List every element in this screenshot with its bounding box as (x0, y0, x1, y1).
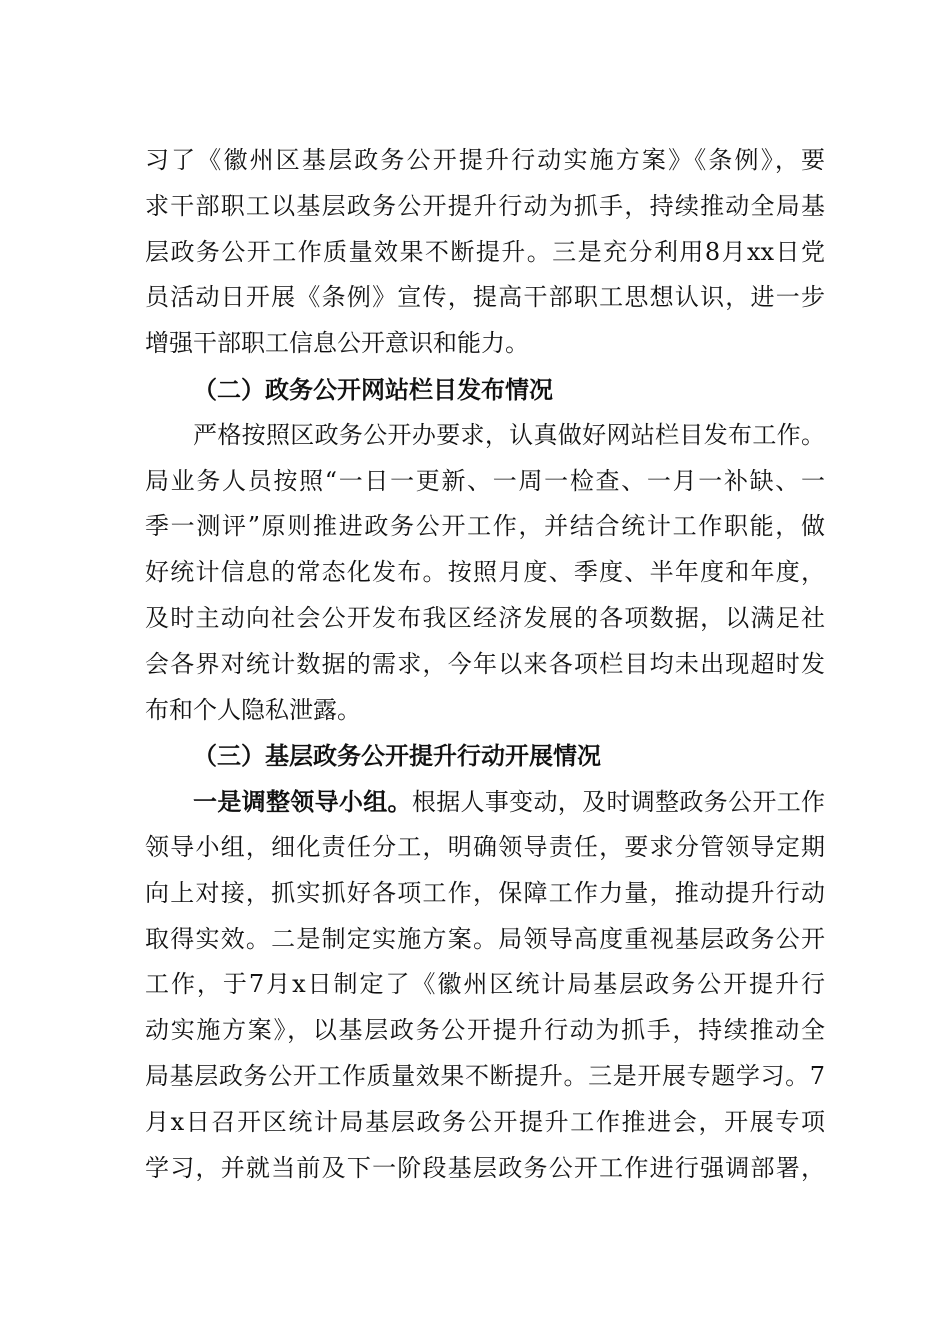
paragraph-line (145, 1054, 825, 1100)
line-text: 布和个人隐私泄露。 (145, 695, 361, 724)
line-text: （三）基层政务公开提升行动开展情况 (193, 741, 601, 771)
document-body (145, 138, 825, 1191)
line-text: 季一测评”原则推进政务公开工作，并结合统计工作职能，做 (145, 512, 825, 541)
line-text: 好统计信息的常态化发布。按照月度、季度、半年度和年度， (145, 558, 825, 587)
line-text: 向上对接，抓实抓好各项工作，保障工作力量，推动提升行动 (145, 878, 825, 907)
line-text: 根据人事变动，及时调整政务公开工作 (411, 788, 826, 817)
line-text: 局业务人员按照“一日一更新、一周一检查、一月一补缺、一 (145, 466, 825, 495)
line-text: 员活动日开展《条例》宣传，提高干部职工思想认识，进一步 (145, 283, 825, 312)
bold-lead-phrase: 一是调整领导小组。 (193, 787, 412, 817)
line-text: 取得实效。二是制定实施方案。局领导高度重视基层政务公开 (145, 924, 825, 953)
line-text: 会各界对统计数据的需求，今年以来各项栏目均未出现超时发 (145, 649, 825, 678)
line-text: 严格按照区政务公开办要求，认真做好网站栏目发布工作。 (193, 420, 825, 449)
paragraph-line (145, 413, 825, 459)
line-text: 层政务公开工作质量效果不断提升。三是充分利用8月xx日党 (145, 237, 825, 266)
line-text: 工作，于7月x日制定了《徽州区统计局基层政务公开提升行 (145, 970, 825, 999)
paragraph-line (145, 825, 825, 871)
line-text: 局基层政务公开工作质量效果不断提升。三是开展专题学习。7 (145, 1061, 825, 1090)
paragraph-line (145, 917, 825, 963)
paragraph-line (145, 1008, 825, 1054)
paragraph-line (145, 230, 825, 276)
line-text: 学习，并就当前及下一阶段基层政务公开工作进行强调部署， (145, 1153, 825, 1182)
paragraph-line (145, 184, 825, 230)
paragraph-line (145, 596, 825, 642)
paragraph-line (145, 779, 825, 825)
section-heading (145, 367, 825, 413)
line-text: 领导小组，细化责任分工，明确领导责任，要求分管领导定期 (145, 832, 825, 861)
section-heading (145, 733, 825, 779)
paragraph-line (145, 642, 825, 688)
paragraph-line (145, 275, 825, 321)
paragraph-line (145, 550, 825, 596)
line-text: （二）政务公开网站栏目发布情况 (193, 374, 553, 404)
paragraph-line (145, 1146, 825, 1192)
paragraph-line (145, 321, 825, 367)
paragraph-line (145, 504, 825, 550)
line-text: 增强干部职工信息公开意识和能力。 (145, 329, 529, 358)
paragraph-line (145, 1100, 825, 1146)
line-text: 及时主动向社会公开发布我区经济发展的各项数据，以满足社 (145, 603, 825, 632)
paragraph-line (145, 871, 825, 917)
paragraph-line (145, 962, 825, 1008)
line-text: 月x日召开区统计局基层政务公开提升工作推进会，开展专项 (145, 1107, 825, 1136)
line-text: 习了《徽州区基层政务公开提升行动实施方案》《条例》，要 (145, 146, 825, 174)
paragraph-line (145, 459, 825, 505)
paragraph-line (145, 688, 825, 734)
line-text: 求干部职工以基层政务公开提升行动为抓手，持续推动全局基 (145, 191, 825, 220)
line-text: 动实施方案》，以基层政务公开提升行动为抓手，持续推动全 (145, 1016, 825, 1045)
paragraph-line (145, 138, 825, 184)
